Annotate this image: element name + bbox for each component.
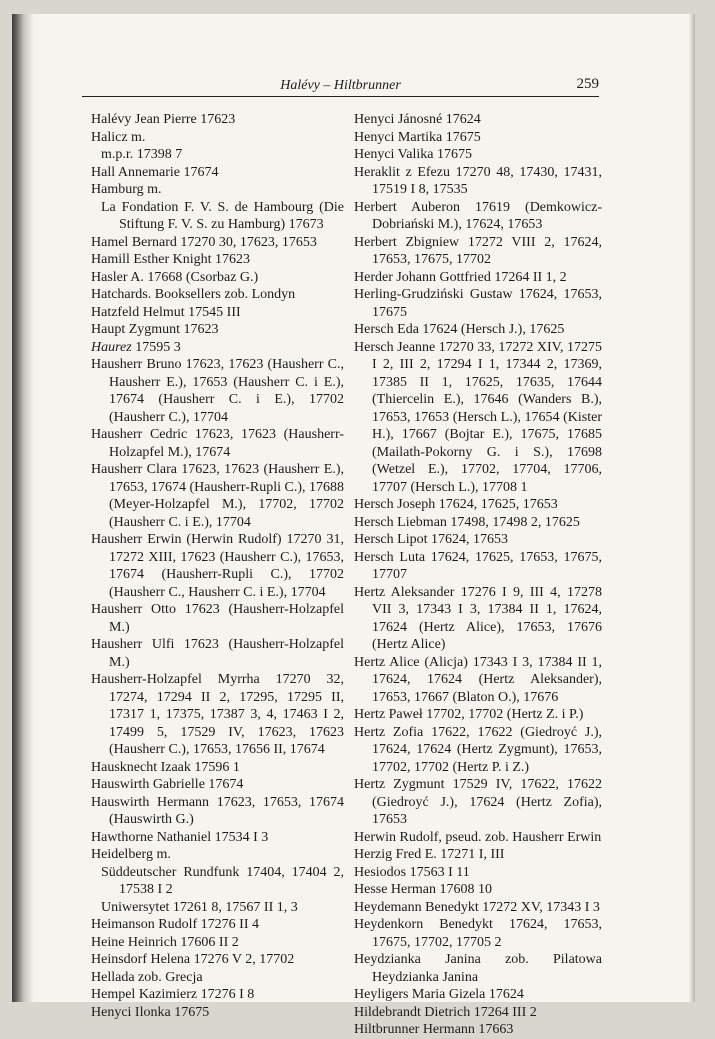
index-entry: Henyci Valika 17675 [354,147,472,162]
index-subentry: m.p.r. 17398 7 [101,147,183,162]
index-entry: Heraklit z Efezu 17270 48, 17430, 17431, 17519 I 8, 17535 [354,164,602,197]
running-header [82,74,599,97]
index-entry: Henyci Ilonka 17675 [91,1004,210,1020]
index-entry: Hiltbrunner Hermann 17663 [354,1022,514,1037]
index-entry: Hertz Alice (Alicja) 17343 I 3, 17384 II 1, 17624, 17624 (Hertz Aleksander), 17653, 17667 (Blaton O.), 17676 [354,654,602,705]
index-entry: Herbert Auberon 17619 (Demkowicz-Dobriański M.), 17624, 17653 [354,199,602,232]
index-entry: Heinsdorf Helena 17276 V 2, 17702 [91,952,295,967]
index-entry [91,339,344,357]
index-entry: Hersch Liebman 17498, 17498 2, 17625 [354,514,580,530]
index-entry: Herzig Fred E. 17271 I, III [354,847,505,862]
running-title: Halévy – Hiltbrunner [280,78,401,93]
index-entry: Hausherr Clara 17623, 17623 (Hausherr E.), 17653, 17674 (Hausherr-Rupli C.), 17688 (Meyer-Holzapfel M.), 17702, 17702 (Hausherr C. i E.), 17704 [91,462,344,530]
index-subentry: La Fondation F. V. S. de Hambourg (Die Stiftung F. V. S. zu Hamburg) 17673 [101,199,344,232]
index-entry: Halicz m. [91,129,146,145]
index-entry: Hersch Eda 17624 (Hersch J.), 17625 [354,322,565,337]
index-entry: Heine Heinrich 17606 II 2 [91,934,239,950]
index-entry: Hausherr-Holzapfel Myrrha 17270 32, 17274, 17294 II 2, 17295, 17295 II, 17317 1, 17375, 17387 3, 4, 17463 I 2, 17499 5, 17529 IV, 17623, 17623 (Hausherr C.), 17653, 17656 II, 17674 [91,672,344,757]
index-entry-italic-term: Haurez [91,339,132,355]
index-entry: Hamel Bernard 17270 30, 17623, 17653 [91,234,317,250]
index-entry: Hertz Paweł 17702, 17702 (Hertz Z. i P.) [354,707,584,722]
index-entry: Herder Johann Gottfried 17264 II 1, 2 [354,269,567,285]
index-entry: Hawthorne Nathaniel 17534 I 3 [91,829,269,845]
index-entry: Hersch Lipot 17624, 17653 [354,532,508,547]
index-entry: Heimanson Rudolf 17276 II 4 [91,917,259,932]
index-entry: Heyligers Maria Gizela 17624 [354,987,524,1002]
index-column-right [354,111,602,1039]
index-entry: Hertz Aleksander 17276 I 9, III 4, 17278 VII 3, 17343 I 3, 17384 II 1, 17624, 17624 (Hertz Alice), 17653, 17676 (Hertz Alice) [354,584,602,652]
index-entry: Hertz Zygmunt 17529 IV, 17622, 17622 (Giedroyć J.), 17624 (Hertz Zofia), 17653 [354,777,602,827]
index-column-left [91,111,344,1021]
index-entry: Hausherr Bruno 17623, 17623 (Hausherr C., Hausherr E.), 17653 (Hausherr C. i E.), 17674 (Hausherr C. i E.), 17702 (Hausherr C.), 17704 [91,357,344,425]
index-entry: Halévy Jean Pierre 17623 [91,112,236,127]
index-entry: Hesiodos 17563 I 11 [354,864,470,880]
index-entry: Heydzianka Janina zob. Pilatowa Heydzianka Janina [354,952,602,985]
index-entry: Hempel Kazimierz 17276 I 8 [91,987,255,1002]
index-entry: Heydenkorn Benedykt 17624, 17653, 17675, 17702, 17705 2 [354,917,602,950]
index-subentry: Uniwersytet 17261 8, 17567 II 1, 3 [101,899,298,915]
index-entry: Hertz Zofia 17622, 17622 (Giedroyć J.), 17624, 17624 (Hertz Zygmunt), 17653, 17702, 17702 (Hertz P. i Z.) [354,724,602,775]
index-entry: Heidelberg m. [91,847,171,862]
index-entry: Hausherr Ulfi 17623 (Hausherr-Holzapfel M.) [91,637,344,670]
index-entry: Henyci Martika 17675 [354,129,481,145]
index-entry: Hausknecht Izaak 17596 1 [91,759,240,775]
index-entry: Hausherr Erwin (Herwin Rudolf) 17270 31, 17272 XIII, 17623 (Hausherr C.), 17653, 17674 (Hausherr-Rupli C.), 17702 (Hausherr C., Hausherr C. i E.), 17704 [91,532,344,600]
index-entry: Hersch Luta 17624, 17625, 17653, 17675, 17707 [354,549,602,582]
page-edge [689,14,695,1002]
page-number: 259 [576,76,599,92]
index-entry: Haupt Zygmunt 17623 [91,322,219,337]
book-page [12,14,695,1037]
index-entry: Hatchards. Booksellers zob. Londyn [91,287,296,302]
index-entry: Hersch Joseph 17624, 17625, 17653 [354,497,558,512]
index-entry: Heydemann Benedykt 17272 XV, 17343 I 3 [354,899,600,915]
index-entry: Hauswirth Gabrielle 17674 [91,777,244,792]
index-entry-text: 17595 3 [131,339,181,355]
index-entry: Herwin Rudolf, pseud. zob. Hausherr Erwin [354,829,602,845]
index-entry: Hausherr Cedric 17623, 17623 (Hausherr-Holzapfel M.), 17674 [91,427,344,460]
book-spine-shadow [12,14,34,1002]
index-entry: Hamburg m. [91,182,162,197]
index-entry: Hausherr Otto 17623 (Hausherr-Holzapfel M.) [91,602,344,635]
index-entry: Hersch Jeanne 17270 33, 17272 XIV, 17275 I 2, III 2, 17294 I 1, 17344 2, 17369, 17385 II 1, 17625, 17635, 17644 (Thiercelin E.), 17646 (Wanders B.), 17653, 17653 (Hersch L.), 17654 (Kister H.), 17667 (Bojtar E.), 17675, 17685 (Mailath-Pokorny G. i S.), 17698 (Wetzel E.), 17702, 17704, 17706, 17707 (Hersch L.), 17708 1 [354,339,602,495]
index-subentry: Süddeutscher Rundfunk 17404, 17404 2, 17538 I 2 [101,864,344,897]
index-entry: Hatzfeld Helmut 17545 III [91,304,241,320]
index-entry: Henyci Jánosné 17624 [354,112,481,127]
index-entry: Hesse Herman 17608 10 [354,882,493,897]
index-entry: Herling-Grudziński Gustaw 17624, 17653, 17675 [354,287,602,320]
index-entry: Hall Annemarie 17674 [91,164,219,180]
index-entry: Hasler A. 17668 (Csorbaz G.) [91,269,259,285]
index-entry: Herbert Zbigniew 17272 VIII 2, 17624, 17653, 17675, 17702 [354,234,602,267]
index-entry: Hamill Esther Knight 17623 [91,252,251,267]
index-entry: Hildebrandt Dietrich 17264 III 2 [354,1004,537,1020]
index-entry: Hauswirth Hermann 17623, 17653, 17674 (Hauswirth G.) [91,794,344,827]
index-entry: Hellada zob. Grecja [91,969,203,985]
